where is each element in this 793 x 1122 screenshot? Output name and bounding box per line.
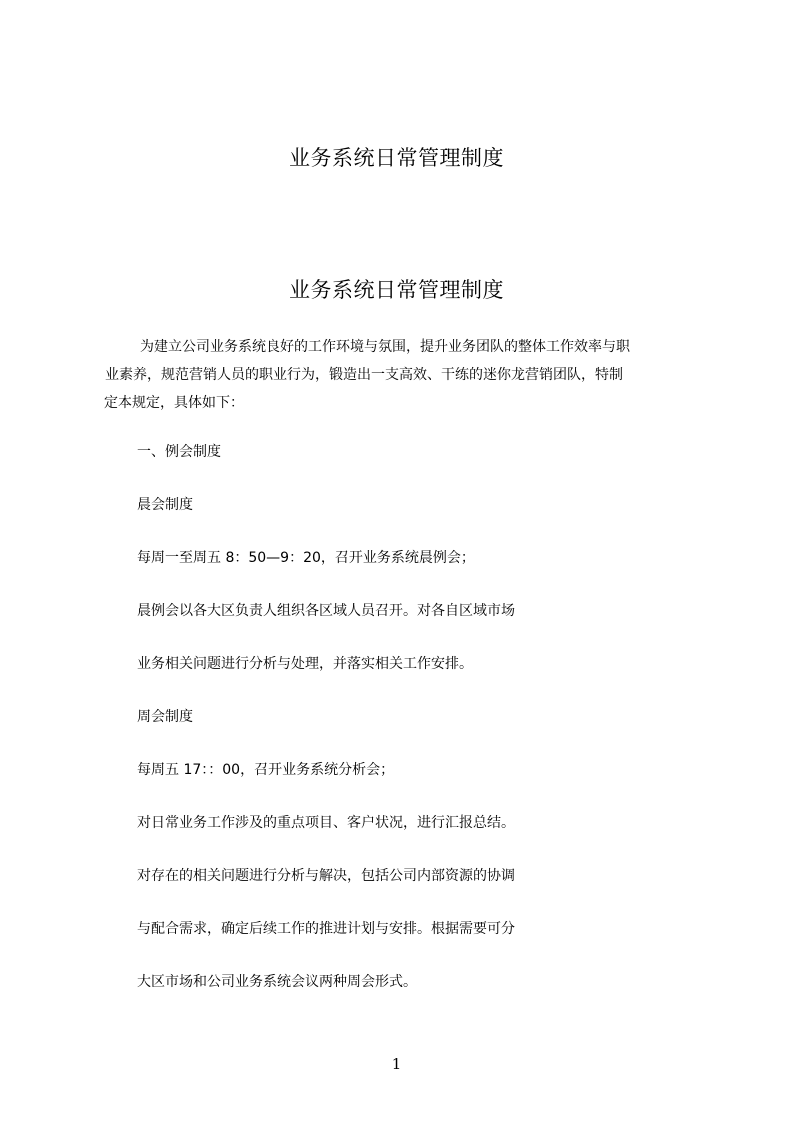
intro-line: 业素养，规范营销人员的职业行为，锻造出一支高效、干练的迷你龙营销团队，特制 — [105, 367, 623, 383]
paragraph: 对存在的相关问题进行分析与解决，包括公司内部资源的协调 — [137, 868, 515, 884]
paragraph: 业务相关问题进行分析与处理，并落实相关工作安排。 — [137, 656, 473, 672]
intro-paragraph — [95, 333, 705, 417]
document-header-title: 业务系统日常管理制度 — [289, 146, 504, 170]
intro-line: 为建立公司业务系统良好的工作环境与氛围，提升业务团队的整体工作效率与职 — [140, 339, 630, 355]
paragraph: 对日常业务工作涉及的重点项目、客户状况，进行汇报总结。 — [137, 815, 515, 831]
section-heading-meeting-system: 一、例会制度 — [137, 444, 221, 460]
page-number: 1 — [391, 1055, 402, 1073]
paragraph: 大区市场和公司业务系统会议两种周会形式。 — [137, 974, 417, 990]
paragraph: 晨例会以各大区负责人组织各区域人员召开。对各自区域市场 — [137, 603, 515, 619]
paragraph: 每周一至周五 8：50—9：20，召开业务系统晨例会； — [137, 550, 475, 566]
intro-line: 定本规定，具体如下： — [104, 395, 244, 411]
paragraph: 每周五 17：：00，召开业务系统分析会； — [137, 762, 395, 778]
paragraph: 与配合需求，确定后续工作的推进计划与安排。根据需要可分 — [137, 921, 515, 937]
subheading-morning-meeting: 晨会制度 — [137, 497, 193, 513]
subheading-weekly-meeting: 周会制度 — [137, 709, 193, 725]
document-title: 业务系统日常管理制度 — [289, 278, 504, 302]
